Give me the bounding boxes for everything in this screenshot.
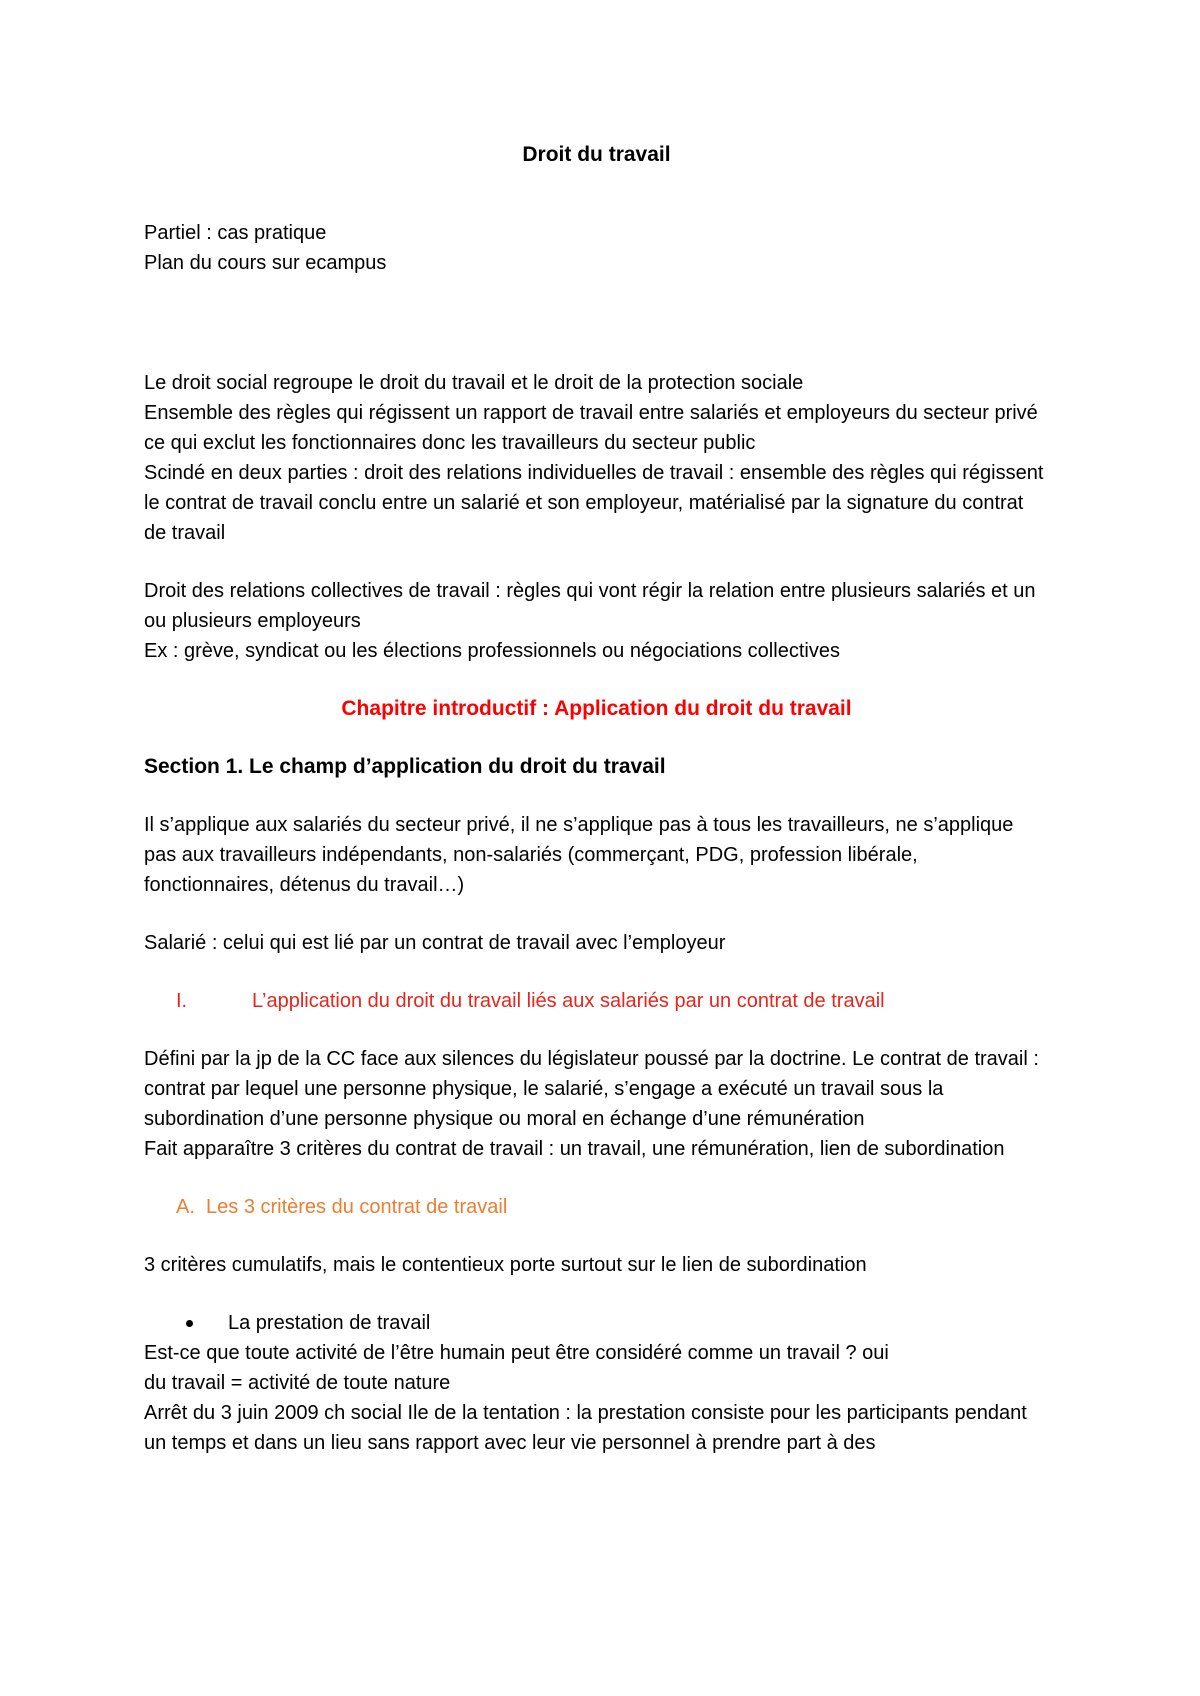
collective-line: Droit des relations collectives de travail : règles qui vont régir la relation entre plusieurs salariés et un ou plusieurs employeurs — [144, 580, 1036, 632]
bullet-item — [144, 1308, 1049, 1338]
collective-block — [144, 576, 1049, 666]
criteres-paragraph: 3 critères cumulatifs, mais le contentieux porte surtout sur le lien de subordination — [144, 1254, 867, 1276]
definition-line: Défini par la jp de la CC face aux silences du législateur poussé par la doctrine. Le contrat de travail : contrat par lequel une personne physique, le salarié, s’engage a exécuté un travail sous la subordination d’une personne physique ou moral en échange d’une rémunération — [144, 1048, 1039, 1130]
bullet-dot-icon — [144, 1308, 186, 1338]
collective-line: Ex : grève, syndicat ou les élections professionnels ou négociations collectives — [144, 640, 840, 662]
final-block — [144, 1338, 1049, 1458]
meta-line: Plan du cours sur ecampus — [144, 252, 387, 274]
intro-line: Scindé en deux parties : droit des relations individuelles de travail : ensemble des règles qui régissent le contrat de travail conclu entre un salarié et son employeur, matérialisé par la signature du contrat de travail — [144, 462, 1044, 544]
intro-line: Le droit social regroupe le droit du travail et le droit de la protection sociale — [144, 372, 804, 394]
intro-line: Ensemble des règles qui régissent un rapport de travail entre salariés et employeurs du secteur privé ce qui exclut les fonctionnaires donc les travailleurs du secteur public — [144, 402, 1038, 454]
section-heading: Section 1. Le champ d’application du droit du travail — [144, 755, 666, 778]
meta-line: Partiel : cas pratique — [144, 222, 327, 244]
chapter-heading: Chapitre introductif : Application du droit du travail — [341, 697, 852, 720]
heading-a: A. Les 3 critères du contrat de travail — [176, 1196, 508, 1218]
heading-i-text: L’application du droit du travail liés aux salariés par un contrat de travail — [252, 990, 885, 1012]
definition-line: Fait apparaître 3 critères du contrat de travail : un travail, une rémunération, lien de subordination — [144, 1138, 1005, 1160]
salarie-paragraph: Salarié : celui qui est lié par un contrat de travail avec l’employeur — [144, 932, 726, 954]
document-title: Droit du travail — [522, 143, 671, 166]
heading-i-number: I. — [176, 990, 188, 1012]
scope-paragraph: Il s’applique aux salariés du secteur privé, il ne s’applique pas à tous les travailleurs, ne s’applique pas aux travailleurs indépendants, non-salariés (commerçant, PDG, profession libérale, fonctionnaires, détenus du travail…) — [144, 814, 1014, 896]
heading-i — [144, 986, 1049, 1016]
final-line: du travail = activité de toute nature — [144, 1372, 451, 1394]
bullet-text: La prestation de travail — [228, 1312, 431, 1334]
definition-block — [144, 1044, 1049, 1164]
document-body — [144, 140, 1049, 1458]
intro-block — [144, 368, 1049, 548]
final-line: Est-ce que toute activité de l’être humain peut être considéré comme un travail ? oui — [144, 1342, 889, 1364]
final-line: Arrêt du 3 juin 2009 ch social Ile de la tentation : la prestation consiste pour les participants pendant un temps et dans un lieu sans rapport avec leur vie personnel à prendre part à des — [144, 1402, 1027, 1454]
